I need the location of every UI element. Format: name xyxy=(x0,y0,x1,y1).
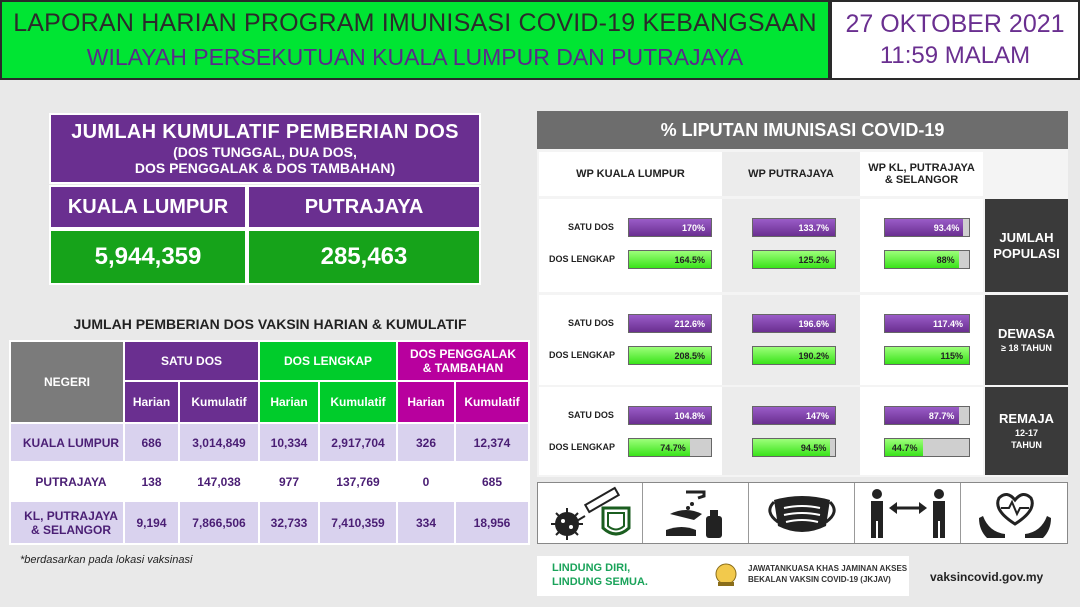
hand-sanitizer-icon xyxy=(644,483,749,543)
coverage-title: % LIPUTAN IMUNISASI COVID-19 xyxy=(537,111,1068,149)
coverage-bar xyxy=(628,250,712,269)
row-name-line2: & SELANGOR xyxy=(30,522,111,537)
group-label xyxy=(985,387,1068,475)
group-label-text: DEWASA xyxy=(997,326,1056,341)
coverage-value: 133.7% xyxy=(798,223,829,233)
coverage-value: 125.2% xyxy=(798,255,829,265)
sub-harian: Harian xyxy=(259,381,319,423)
group-label-text: ≥ 18 TAHUN xyxy=(1001,343,1052,353)
daily-table-title: JUMLAH PEMBERIAN DOS VAKSIN HARIAN & KUMULATIF xyxy=(73,316,467,332)
physical-distancing-icon xyxy=(856,483,961,543)
coverage-value: 94.5% xyxy=(800,443,827,453)
report-time: 11:59 MALAM xyxy=(879,42,1031,69)
table-cell: 334 xyxy=(397,501,455,544)
coverage-value: 208.5% xyxy=(674,351,705,361)
heart-care-icon xyxy=(962,483,1067,543)
col-wp-kuala-lumpur: WP KUALA LUMPUR xyxy=(539,152,722,196)
report-subtitle: WILAYAH PERSEKUTUAN KUALA LUMPUR DAN PUTRAJAYA xyxy=(86,44,744,70)
cumulative-pj-label: PUTRAJAYA xyxy=(247,185,481,229)
coverage-bar xyxy=(752,314,836,333)
coverage-value: 93.4% xyxy=(933,223,960,233)
coverage-value: 212.6% xyxy=(674,319,705,329)
daily-dose-table xyxy=(9,340,530,545)
group-label-text: REMAJA xyxy=(999,411,1054,426)
table-cell: 10,334 xyxy=(259,423,319,462)
col-wp-all-line1: WP KL, PUTRAJAYA xyxy=(868,162,975,174)
virus-syringe-icon xyxy=(538,483,643,543)
coverage-value: 74.7% xyxy=(660,443,686,453)
col-penggalak-line1: DOS PENGGALAK xyxy=(409,347,516,361)
coverage-bar xyxy=(884,346,970,365)
row-name-line1: KL, PUTRAJAYA xyxy=(24,508,118,523)
coverage-value: 87.7% xyxy=(928,411,955,421)
row-label-dos-lengkap: DOS LENGKAP xyxy=(549,254,616,264)
group-label-text: POPULASI xyxy=(993,245,1060,261)
report-date: 27 OKTOBER 2021 xyxy=(845,10,1065,38)
coverage-value: 190.2% xyxy=(798,351,829,361)
col-wp-all-line2: & SELANGOR xyxy=(884,174,959,186)
coverage-bar xyxy=(628,346,712,365)
sub-harian: Harian xyxy=(124,381,179,423)
coverage-section-bg xyxy=(539,295,722,385)
cumulative-kl-value: 5,944,359 xyxy=(49,229,247,285)
coverage-section-bg xyxy=(722,387,860,475)
col-negeri: NEGERI xyxy=(10,341,124,423)
cumulative-kl-label: KUALA LUMPUR xyxy=(49,185,247,229)
table-cell: 147,038 xyxy=(179,462,259,501)
cumulative-title: JUMLAH KUMULATIF PEMBERIAN DOS xyxy=(71,121,459,143)
col-wp-putrajaya: WP PUTRAJAYA xyxy=(722,152,860,196)
coverage-bar xyxy=(884,314,970,333)
coverage-bar xyxy=(884,406,970,425)
slogan-line1: LINDUNG DIRI, xyxy=(552,562,631,574)
coverage-value: 170% xyxy=(681,223,705,233)
table-row xyxy=(10,462,529,501)
coverage-section-bg xyxy=(722,295,860,385)
cumulative-pj-value: 285,463 xyxy=(247,229,481,285)
jkjav-line2: BEKALAN VAKSIN COVID-19 (JKJAV) xyxy=(748,575,891,584)
coverage-bar xyxy=(752,250,836,269)
slogan-line2: LINDUNG SEMUA. xyxy=(552,576,648,588)
row-label-dos-lengkap: DOS LENGKAP xyxy=(549,442,616,452)
col-satu-dos: SATU DOS xyxy=(124,341,259,381)
group-label-text: TAHUN xyxy=(1011,440,1042,450)
slogan xyxy=(552,561,648,589)
group-label xyxy=(985,199,1068,292)
table-cell: 685 xyxy=(455,462,529,501)
coverage-bar xyxy=(628,406,712,425)
coverage-value: 147% xyxy=(805,411,829,421)
sub-kumulatif: Kumulatif xyxy=(179,381,259,423)
jkjav-line1: JAWATANKUASA KHAS JAMINAN AKSES xyxy=(748,564,908,573)
coverage-bar xyxy=(752,218,836,237)
coverage-bar xyxy=(628,218,712,237)
row-name: PUTRAJAYA xyxy=(10,462,124,501)
group-label xyxy=(985,295,1068,385)
table-cell: 12,374 xyxy=(455,423,529,462)
row-label-satu-dos: SATU DOS xyxy=(568,318,614,328)
table-cell: 686 xyxy=(124,423,179,462)
coverage-section-bg xyxy=(860,295,983,385)
col-wp-all xyxy=(860,152,983,196)
table-cell: 18,956 xyxy=(455,501,529,544)
coverage-section-bg xyxy=(539,199,722,292)
coverage-value: 88% xyxy=(936,255,955,265)
coverage-value: 117.4% xyxy=(932,319,963,329)
table-cell: 2,917,704 xyxy=(319,423,397,462)
table-cell: 326 xyxy=(397,423,455,462)
table-cell: 0 xyxy=(397,462,455,501)
cumulative-header xyxy=(49,113,481,184)
coverage-bar xyxy=(628,314,712,333)
cumulative-subtitle-1: (DOS TUNGGAL, DUA DOS, xyxy=(173,144,357,160)
col-dos-penggalak xyxy=(397,341,529,381)
footnote: *berdasarkan pada lokasi vaksinasi xyxy=(20,554,193,566)
coverage-bar xyxy=(752,346,836,365)
jata-negara-logo xyxy=(712,562,740,588)
table-cell: 9,194 xyxy=(124,501,179,544)
table-cell: 137,769 xyxy=(319,462,397,501)
group-label-text: 12-17 xyxy=(1014,428,1039,438)
col-penggalak-line2: & TAMBAHAN xyxy=(422,361,504,375)
table-cell: 7,866,506 xyxy=(179,501,259,544)
row-label-satu-dos: SATU DOS xyxy=(568,410,614,420)
row-label-satu-dos: SATU DOS xyxy=(568,222,614,232)
row-label-dos-lengkap: DOS LENGKAP xyxy=(549,350,616,360)
coverage-bar xyxy=(628,438,712,457)
group-label-text: JUMLAH xyxy=(999,229,1054,245)
table-cell: 977 xyxy=(259,462,319,501)
table-cell: 7,410,359 xyxy=(319,501,397,544)
col-dos-lengkap: DOS LENGKAP xyxy=(259,341,397,381)
coverage-section-bg xyxy=(722,199,860,292)
report-title: LAPORAN HARIAN PROGRAM IMUNISASI COVID-19 KEBANGSAAN xyxy=(13,9,817,37)
cumulative-subtitle-2: DOS PENGGALAK & DOS TAMBAHAN) xyxy=(134,160,396,176)
coverage-bar xyxy=(752,438,836,457)
coverage-bar xyxy=(884,250,970,269)
jkjav-name xyxy=(748,563,907,585)
coverage-section-bg xyxy=(539,387,722,475)
table-cell: 3,014,849 xyxy=(179,423,259,462)
table-row xyxy=(10,423,529,462)
sub-kumulatif: Kumulatif xyxy=(319,381,397,423)
sub-kumulatif: Kumulatif xyxy=(455,381,529,423)
row-name: KUALA LUMPUR xyxy=(10,423,124,462)
face-mask-icon xyxy=(750,483,855,543)
coverage-bar xyxy=(884,438,970,457)
coverage-section-bg xyxy=(860,387,983,475)
table-row xyxy=(10,501,529,544)
coverage-value: 104.8% xyxy=(674,411,705,421)
website-link[interactable]: vaksincovid.gov.my xyxy=(930,570,1044,584)
coverage-bar xyxy=(752,406,836,425)
coverage-value: 44.7% xyxy=(891,443,918,453)
coverage-value: 164.5% xyxy=(674,255,705,265)
table-cell: 138 xyxy=(124,462,179,501)
row-name xyxy=(10,501,124,544)
coverage-value: 115% xyxy=(940,351,963,361)
sub-harian: Harian xyxy=(397,381,455,423)
coverage-section-bg xyxy=(860,199,983,292)
coverage-value: 196.6% xyxy=(798,319,829,329)
table-cell: 32,733 xyxy=(259,501,319,544)
coverage-bar xyxy=(884,218,970,237)
